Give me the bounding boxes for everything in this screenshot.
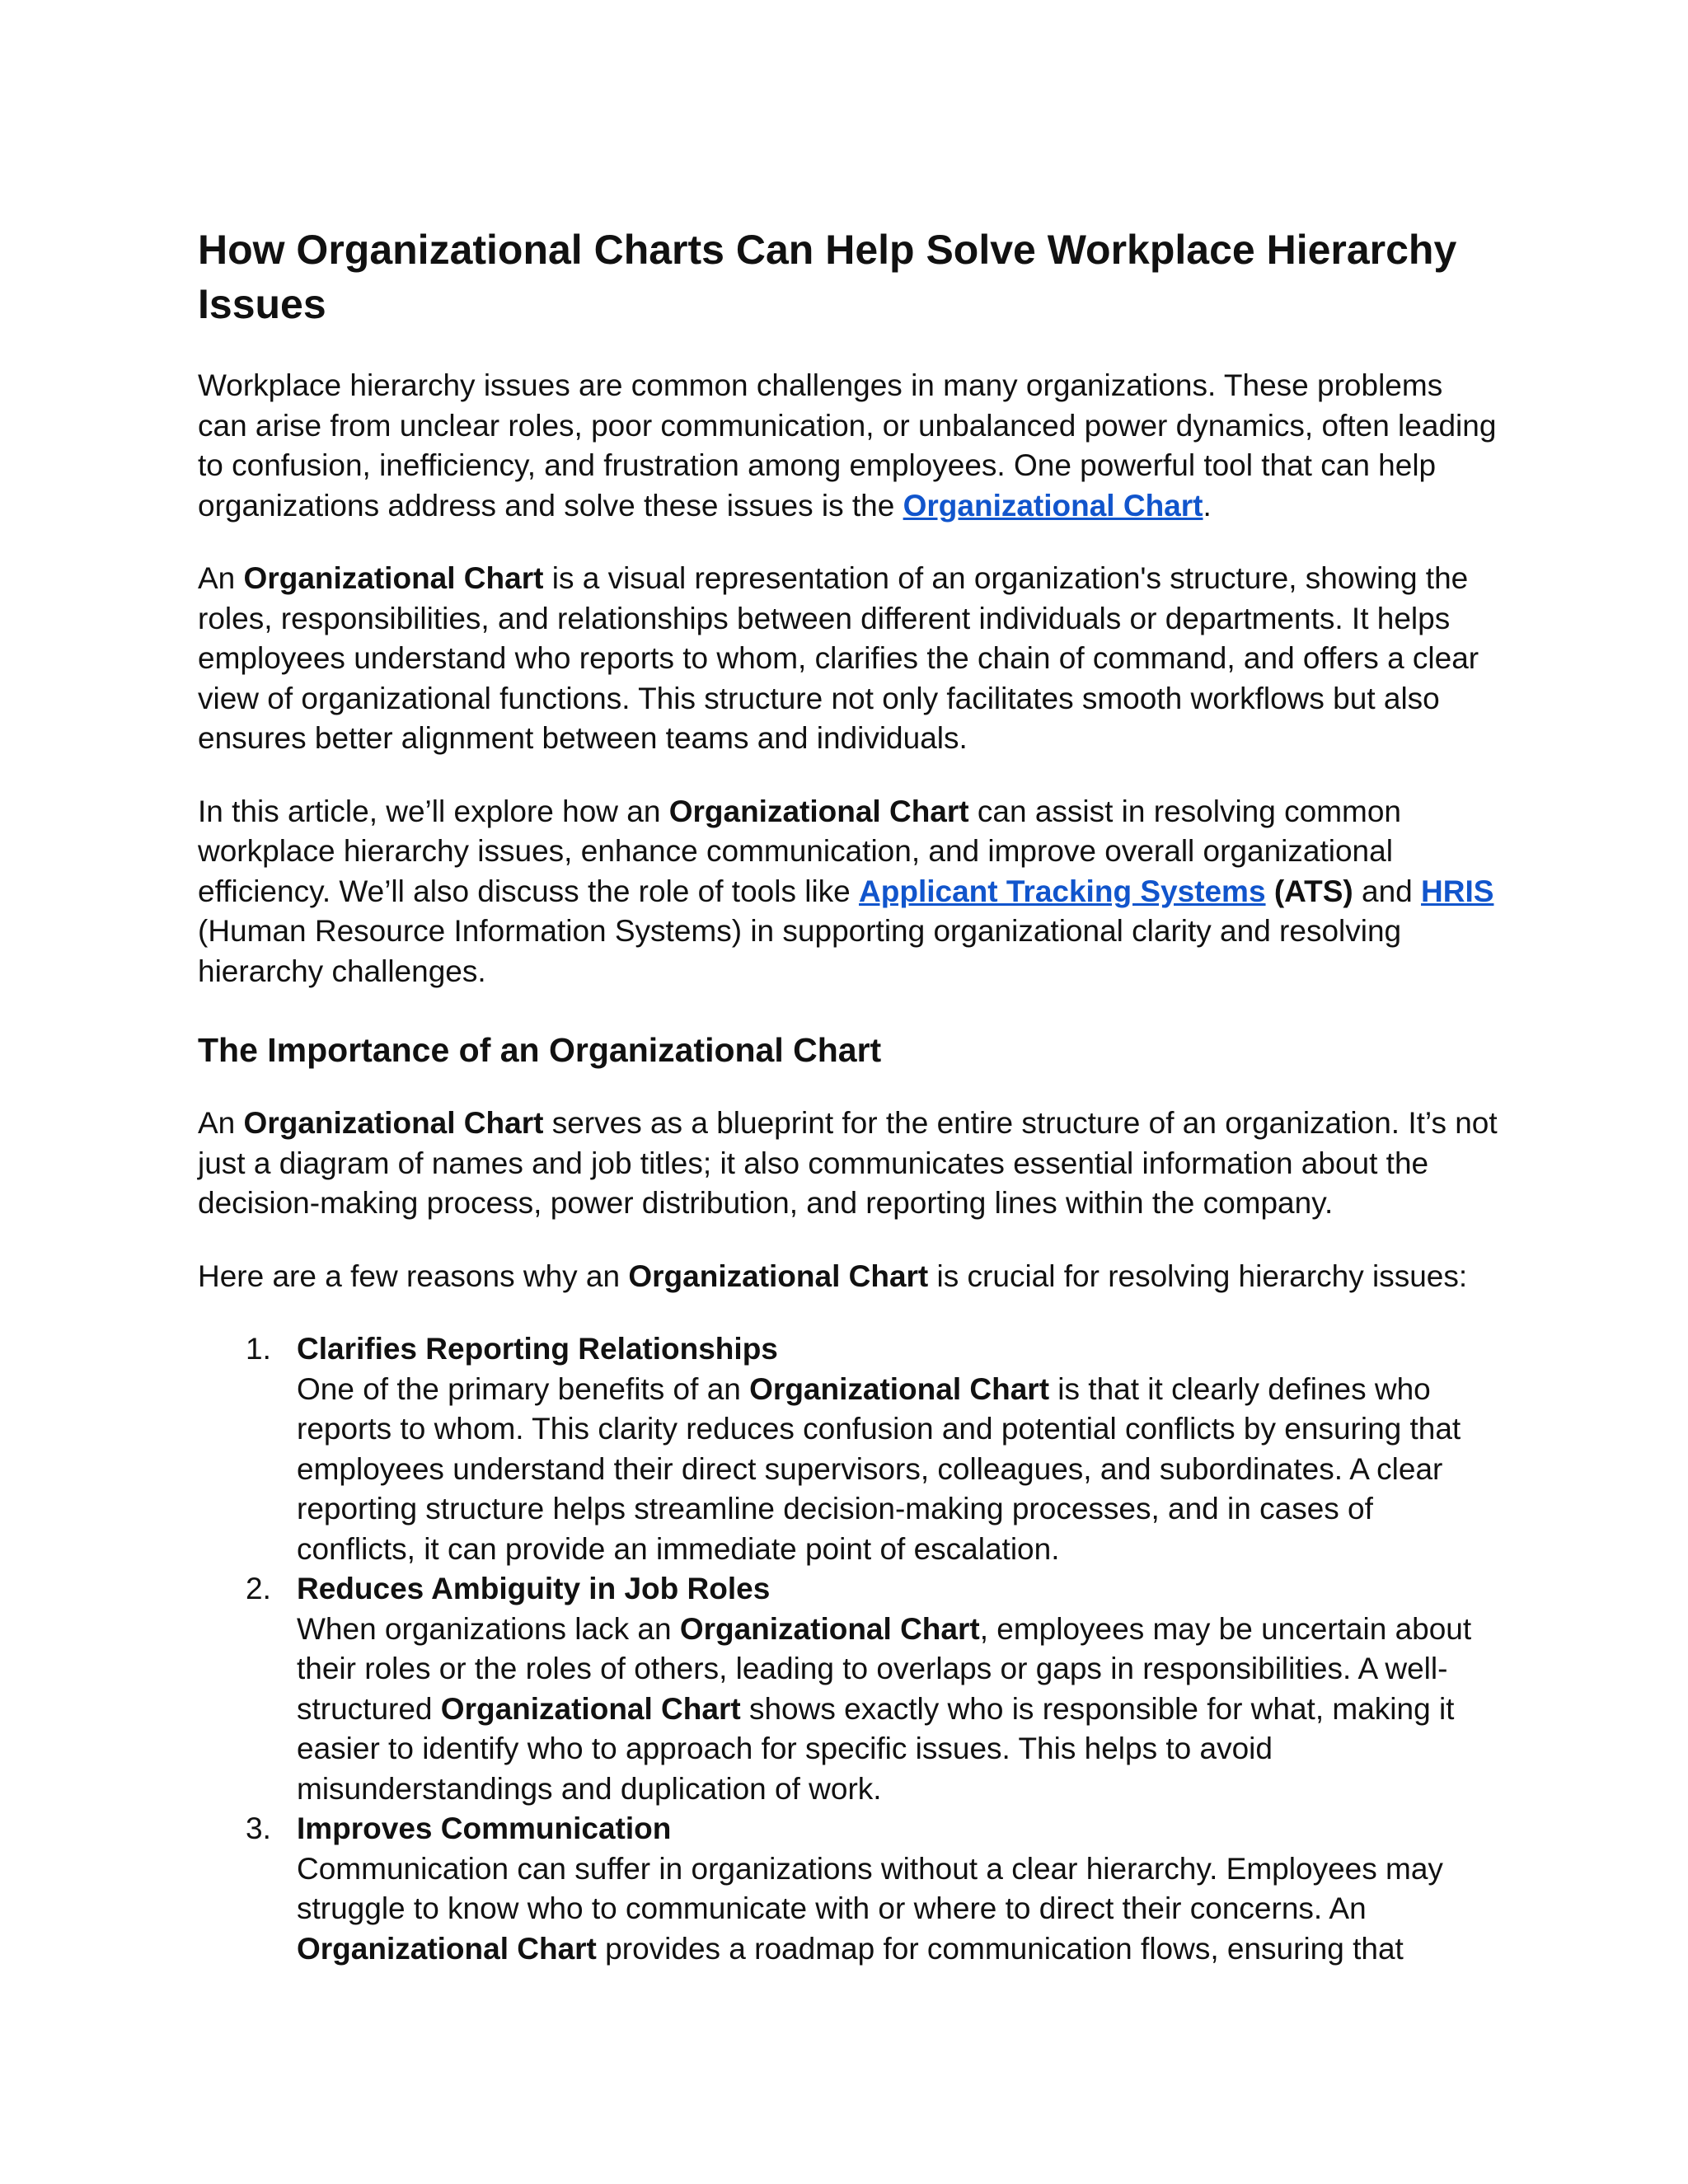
intro-text: Workplace hierarchy issues are common challenges in many organizations. These problems can arise from unclear roles, poor communication, or unbalanced power dynamics, often leading to confusion, inefficiency, and frustration among employees. One powerful tool that can help organizations address and solve these issues is the — [198, 368, 1497, 523]
para4-start: An — [198, 1106, 244, 1140]
para2-rest: is a visual representation of an organization's structure, showing the roles, responsibilities, and relationships between different individuals or departments. It helps employees understand who reports to whom, clarifies the chain of command, and offers a clear view of organizational functions. This structure not only facilitates smooth workflows but also ensures better alignment between teams and individuals. — [198, 561, 1479, 755]
reasons-intro-paragraph — [198, 1257, 1500, 1297]
para2-start: An — [198, 561, 244, 595]
hris-link[interactable]: HRIS — [1421, 874, 1494, 908]
para5-rest: is crucial for resolving hierarchy issues: — [928, 1258, 1468, 1293]
para3-start: In this article, we’ll explore how an — [198, 794, 669, 828]
list-body-text: , employees may be uncertain about their roles or the roles of others, leading to overlaps or gaps in responsibilities. A well-structured — [297, 1611, 1472, 1726]
page-title: How Organizational Charts Can Help Solve Workplace Hierarchy Issues — [198, 227, 1457, 327]
section-heading: The Importance of an Organizational Chart — [198, 1031, 882, 1069]
para3-end: (Human Resource Information Systems) in supporting organizational clarity and resolving hierarchy challenges. — [198, 914, 1402, 988]
list-item-title: Clarifies Reporting Relationships — [297, 1332, 778, 1366]
list-body-bold: Organizational Chart — [679, 1611, 980, 1646]
list-body-text: When organizations lack an — [297, 1611, 680, 1646]
list-item — [198, 1809, 1500, 1969]
list-body-text: Communication can suffer in organizations without a clear hierarchy. Employees may struggle to know who to communicate with or where to direct their concerns. An — [297, 1851, 1443, 1925]
list-body-bold: Organizational Chart — [297, 1931, 597, 1966]
para3-mid1: can assist in resolving common workplace hierarchy issues, enhance communication, and improve overall organizational efficiency. We’ll also discuss the role of tools like — [198, 794, 1401, 908]
list-body-bold: Organizational Chart — [440, 1691, 741, 1726]
definition-paragraph — [198, 559, 1500, 759]
document-page — [198, 223, 1500, 1969]
list-body-text: provides a roadmap for communication flows, ensuring that — [596, 1931, 1404, 1966]
article-overview-paragraph — [198, 792, 1500, 992]
applicant-tracking-systems-link[interactable]: Applicant Tracking Systems — [859, 874, 1266, 908]
para4-rest: serves as a blueprint for the entire structure of an organization. It’s not just a diagram of names and job titles; it also communicates essential information about the decision-making process, power distribution, and reporting lines within the company. — [198, 1106, 1498, 1220]
para5-bold: Organizational Chart — [628, 1258, 929, 1293]
list-item-body — [297, 1372, 1461, 1566]
intro-end: . — [1203, 488, 1212, 523]
list-number: 2. — [246, 1572, 271, 1605]
blueprint-paragraph — [198, 1104, 1500, 1224]
para5-start: Here are a few reasons why an — [198, 1258, 629, 1293]
list-item-title: Reduces Ambiguity in Job Roles — [297, 1572, 771, 1605]
para4-bold: Organizational Chart — [243, 1106, 544, 1140]
list-number: 3. — [246, 1811, 271, 1845]
list-body-text: is that it clearly defines who reports to whom. This clarity reduces confusion and potential conflicts by ensuring that employees understand their direct supervisors, colleagues, and subordinates. A clear reporting structure helps streamline decision-making processes, and in cases of conflicts, it can provide an immediate point of escalation. — [297, 1371, 1461, 1566]
list-body-bold: Organizational Chart — [749, 1371, 1050, 1406]
list-item — [198, 1569, 1500, 1809]
reasons-list — [198, 1329, 1500, 1969]
list-number: 1. — [246, 1332, 271, 1366]
intro-paragraph — [198, 366, 1500, 526]
para3-ats: (ATS) — [1265, 874, 1353, 908]
list-item-body — [297, 1612, 1471, 1806]
list-item-body — [297, 1852, 1443, 1966]
list-item-title: Improves Communication — [297, 1811, 672, 1845]
organizational-chart-link[interactable]: Organizational Chart — [903, 488, 1203, 523]
para3-bold: Organizational Chart — [668, 794, 969, 828]
list-item — [198, 1329, 1500, 1569]
list-body-text: shows exactly who is responsible for what, making it easier to identify who to approach for specific issues. This helps to avoid misunderstandings and duplication of work. — [297, 1691, 1455, 1806]
para2-bold: Organizational Chart — [243, 561, 544, 595]
list-body-text: One of the primary benefits of an — [297, 1371, 750, 1406]
para3-mid2: and — [1353, 874, 1422, 908]
